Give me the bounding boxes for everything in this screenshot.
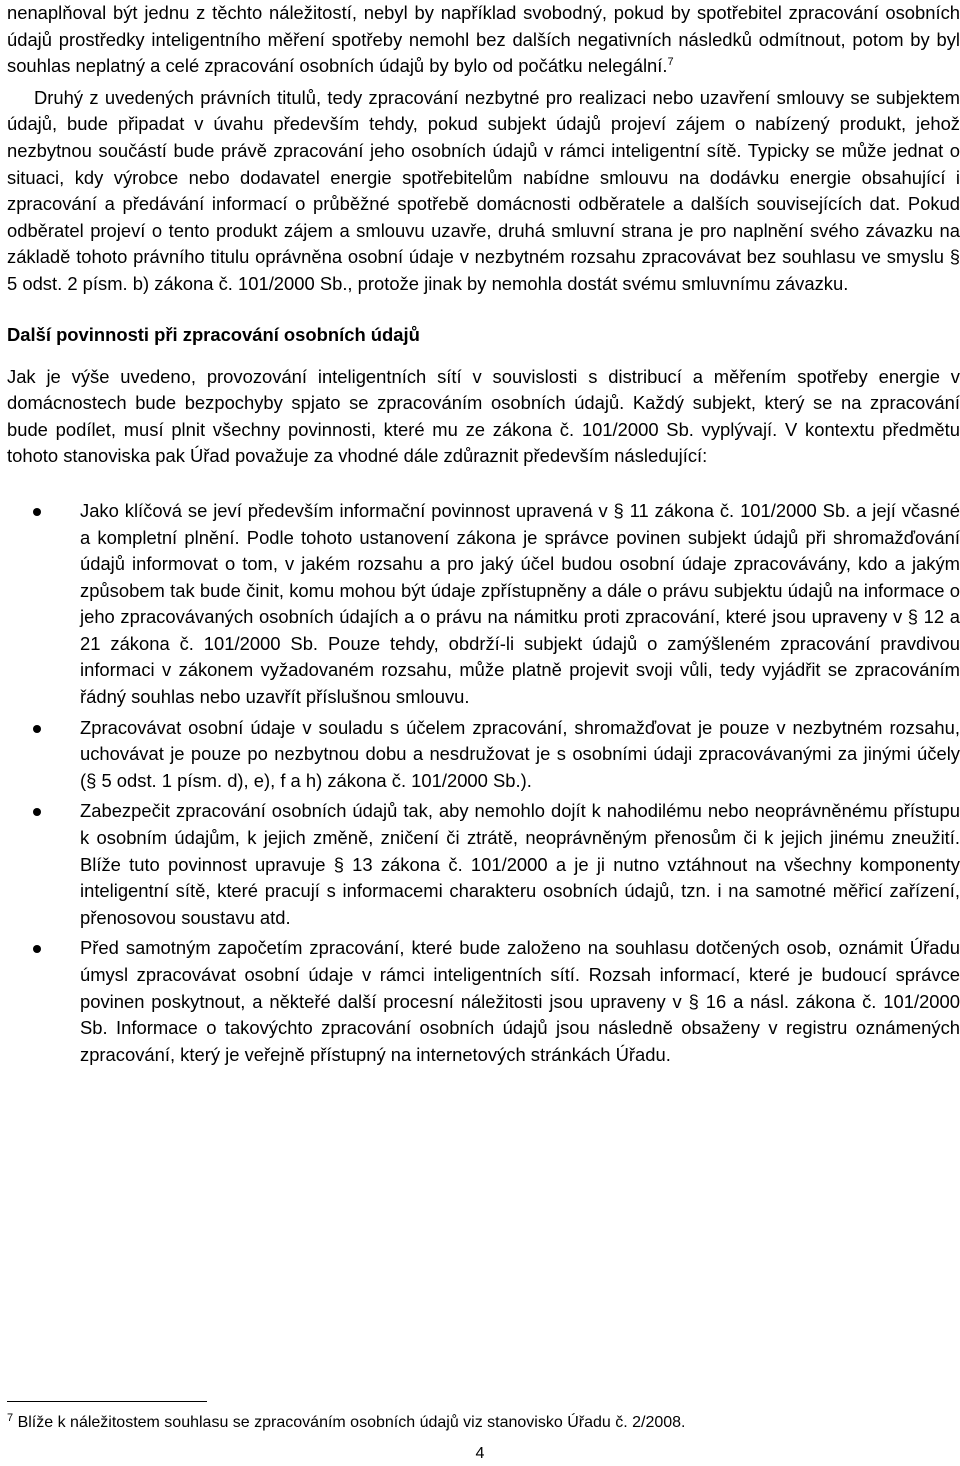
list-item-text: Před samotným započetím zpracování, které bude založeno na souhlasu dotčených osob, oznámit Úřadu úmysl zpracovávat osobní údaje v rámci inteligentních sítí. Rozsah informací, které je budoucí správce povinen poskytnout, a někteřé další procesní náležitosti jsou upraveny v § 16 a násl. zákona č. 101/2000 Sb. Informace o takovýchto zpracování osobních údajů jsou následně obsaženy v registru oznámených zpracování, který je veřejně přístupný na internetových stránkách Úřadu. [80, 937, 960, 1065]
page-number: 4 [475, 1445, 485, 1462]
bullet-icon [33, 808, 41, 816]
list-item-text: Zpracovávat osobní údaje v souladu s účelem zpracování, shromažďovat je pouze v nezbytném rozsahu, uchovávat je pouze po nezbytnou dobu a nesdružovat je s osobními údaji zpracovávanými za jinými účely (§ 5 odst. 1 písm. d), e), f a h) zákona č. 101/2000 Sb.). [80, 716, 960, 791]
footnote-reference: 7 [667, 56, 674, 69]
list-item [7, 798, 960, 931]
paragraph-consent-validity [7, 0, 960, 80]
footnote-divider [7, 1401, 207, 1402]
list-item-text: Zabezpečit zpracování osobních údajů tak, aby nemohlo dojít k nahodilému nebo neoprávněnému přístupu k osobním údajům, k jejich změně, zničení či ztrátě, neoprávněným přenosům či k jejich jinému zneužití. Blíže tuto povinnost upravuje § 13 zákona č. 101/2000 a je ji nutno vztáhnout na všechny komponenty inteligentní sítě, které pracují s informacemi charakteru osobních údajů, tzn. i na samotné měřicí zařízení, přenosovou soustavu atd. [80, 800, 960, 928]
bullet-icon [33, 725, 41, 733]
paragraph-obligations-intro: Jak je výše uvedeno, provozování inteligentních sítí v souvislosti s distribucí a měřením spotřeby energie v domácnostech bude bezpochyby spjato se zpracováním osobních údajů. Každý subjekt, který se na zpracování bude podílet, musí plnit všechny povinnosti, které mu ze zákona č. 101/2000 Sb. vyplývají. V kontextu předmětu tohoto stanoviska pak Úřad považuje za vhodné dále zdůraznit především následující: [7, 365, 960, 467]
list-item [7, 935, 960, 1068]
list-item [7, 498, 960, 711]
bullet-icon [33, 508, 41, 516]
footnote-text: Blíže k náležitostem souhlasu se zpracováním osobních údajů viz stanovisko Úřadu č. 2/2008. [17, 1414, 686, 1431]
footnote [7, 1413, 686, 1433]
section-heading: Další povinnosti při zpracování osobních údajů [7, 323, 420, 345]
paragraph-contract-title: Druhý z uvedených právních titulů, tedy zpracování nezbytné pro realizaci nebo uzavření smlouvy se subjektem údajů, bude připadat v úvahu především tehdy, pokud subjekt údajů projeví zájem o nabízený produkt, jehož nezbytnou součástí bude právě zpracování jeho osobních údajů v rámci inteligentní sítě. Typicky se může jednat o situaci, kdy výrobce nebo dodavatel energie spotřebitelům nabídne smlouvu na dodávku energie obsahující i zpracování a předávání informací o průběžné spotřebě domácnosti odběratele a dalších souvisejících dat. Pokud odběratel projeví o tento produkt zájem a smlouvu uzavře, druhá smluvní strana je pro naplnění svého závazku na základě tohoto právního titulu oprávněna osobní údaje v nezbytném rozsahu zpracovávat bez souhlasu ve smyslu § 5 odst. 2 písm. b) zákona č. 101/2000 Sb., protože jinak by nemohla dostát svému smluvnímu závazku. [7, 86, 960, 294]
paragraph-text: nenaplňoval být jednu z těchto náležitostí, nebyl by například svobodný, pokud by spotřebitel zpracování osobních údajů prostředky inteligentního měření spotřeby nemohl bez dalších negativních následků odmítnout, potom by byl souhlas neplatný a celé zpracování osobních údajů by bylo od počátku nelegální. [7, 2, 960, 77]
bullet-icon [33, 945, 41, 953]
obligations-list [7, 498, 960, 1068]
document-page [7, 0, 960, 1072]
list-item-text: Jako klíčová se jeví především informační povinnost upravená v § 11 zákona č. 101/2000 Sb. a její včasné a kompletní plnění. Podle tohoto ustanovení zákona je správce povinen subjekt údajů při shromažďování údajů informovat o tom, v jakém rozsahu a pro jaký účel budou osobní údaje zpracovávány, kdo a jakým způsobem tak bude činit, komu mohou být údaje zpřístupněny a dále o právu subjektu údajů na informace o jeho zpracovávaných osobních údajích a o právu na námitku proti zpracování, které jsou upraveny v § 12 a 21 zákona č. 101/2000 Sb. Pouze tehdy, obdrží-li subjekt údajů o zamýšleném zpracování pravdivou informaci v zákonem vyžadovaném rozsahu, může platně projevit svoji vůli, tedy vyjádřit se zpracováním řádný souhlas nebo uzavřít příslušnou smlouvu. [80, 499, 960, 708]
list-item [7, 715, 960, 795]
footnote-number: 7 [7, 1412, 14, 1424]
